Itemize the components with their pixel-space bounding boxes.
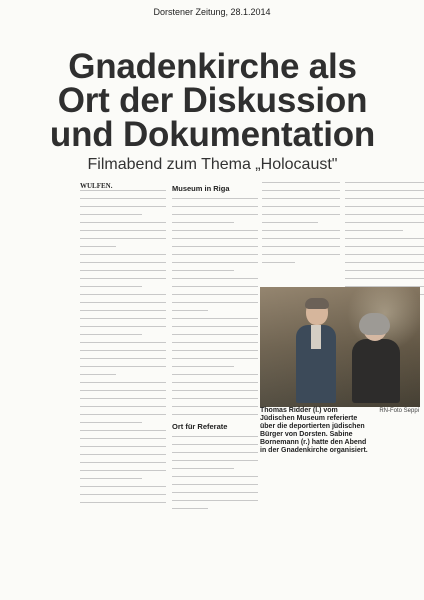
photo-caption: Thomas Ridder (l.) vom Jüdischen Museum referierte über die deportierten jüdischen Bürger von Dorsten. Sabine Bornemann (r.) hatte den Abend in der Gnadenkirche organisiert.	[260, 407, 368, 454]
section-heading-ort-fuer-referate: Ort für Referate	[172, 422, 228, 431]
headline-text: Gnadenkirche als Ort der Diskussion und Dokumentation	[49, 47, 376, 154]
article-column-1	[80, 182, 166, 528]
photo-credit: RN-Foto Seppi	[379, 408, 419, 414]
article-subheadline: Filmabend zum Thema „Holocaust"	[87, 156, 338, 173]
column-1-text	[80, 182, 166, 190]
dateline: WULFEN.	[80, 182, 113, 190]
masthead: Dorstener Zeitung, 28.1.2014	[153, 7, 271, 17]
article-column-3	[262, 182, 340, 272]
section-heading-museum-in-riga: Museum in Riga	[172, 184, 230, 193]
article-headline	[40, 47, 385, 154]
article-column-2	[172, 182, 258, 562]
person-left	[296, 299, 334, 403]
article-photo	[260, 287, 420, 407]
person-right	[352, 315, 400, 403]
